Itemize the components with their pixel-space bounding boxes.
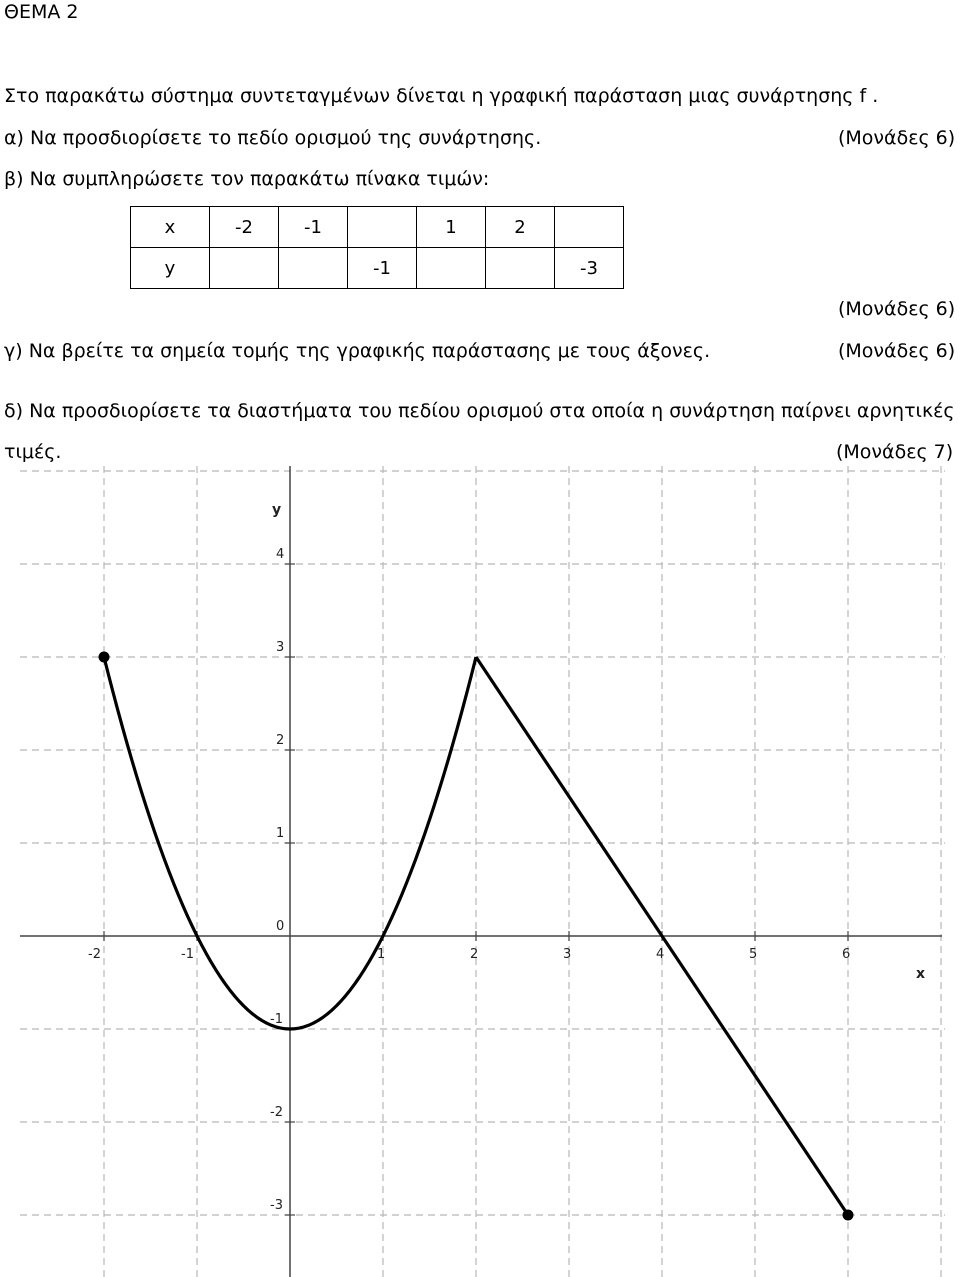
table-header-x: x — [131, 207, 210, 248]
x-tick-label: -1 — [181, 947, 194, 962]
x-axis-label: x — [916, 966, 926, 982]
score-d: (Μονάδες 7) — [836, 441, 954, 463]
tick-labels — [88, 502, 925, 1213]
x-tick-label: 1 — [377, 947, 386, 962]
table-cell: -2 — [210, 207, 279, 248]
x-tick-label: 6 — [842, 947, 851, 962]
y-tick-label: -1 — [270, 1012, 283, 1027]
table-cell: -1 — [348, 248, 417, 289]
grid — [20, 466, 945, 1277]
table-cell — [210, 248, 279, 289]
x-tick-label: 3 — [563, 947, 572, 962]
y-tick-label: -3 — [270, 1198, 283, 1213]
function-graph — [0, 466, 960, 1277]
table-cell: 2 — [486, 207, 555, 248]
values-table — [130, 206, 624, 289]
endpoint-dot — [843, 1210, 854, 1221]
score-a: (Μονάδες 6) — [838, 127, 956, 149]
origin-label: 0 — [276, 919, 285, 934]
x-tick-label: 4 — [656, 947, 665, 962]
y-tick-label: 4 — [276, 547, 285, 562]
x-tick-label: 5 — [749, 947, 758, 962]
table-cell: -1 — [279, 207, 348, 248]
table-cell: 1 — [417, 207, 486, 248]
y-tick-label: 2 — [276, 733, 285, 748]
table-header-y: y — [131, 248, 210, 289]
intro-text: Στο παρακάτω σύστημα συντεταγμένων δίνεται η γραφική παράσταση μιας συνάρτησης f . — [4, 85, 879, 107]
question-d-continued: τιμές. — [4, 441, 62, 463]
question-d: δ) Να προσδιορίσετε τα διαστήματα του πεδίου ορισμού στα οποία η συνάρτηση παίρνει αρνητικές — [4, 400, 955, 422]
table-cell — [348, 207, 417, 248]
question-b: β) Να συμπληρώσετε τον παρακάτω πίνακα τιμών: — [4, 168, 490, 190]
table-row-x — [131, 207, 624, 248]
y-tick-label: 3 — [276, 640, 285, 655]
table-cell — [486, 248, 555, 289]
endpoint-dot — [99, 652, 110, 663]
exercise-title: ΘΕΜΑ 2 — [4, 1, 79, 23]
table-cell: -3 — [555, 248, 624, 289]
score-b: (Μονάδες 6) — [838, 298, 956, 320]
score-c: (Μονάδες 6) — [838, 340, 956, 362]
y-axis-label: y — [272, 502, 282, 518]
y-tick-label: 1 — [276, 826, 285, 841]
question-a: α) Να προσδιορίσετε το πεδίο ορισμού της συνάρτησης. — [4, 127, 542, 149]
x-tick-label: -2 — [88, 947, 101, 962]
table-row-y — [131, 248, 624, 289]
y-tick-label: -2 — [270, 1105, 283, 1120]
question-c: γ) Να βρείτε τα σημεία τομής της γραφικής παράστασης με τους άξονες. — [4, 340, 711, 362]
table-cell — [279, 248, 348, 289]
x-tick-label: 2 — [470, 947, 479, 962]
axes — [20, 466, 942, 1277]
table-cell — [417, 248, 486, 289]
table-cell — [555, 207, 624, 248]
